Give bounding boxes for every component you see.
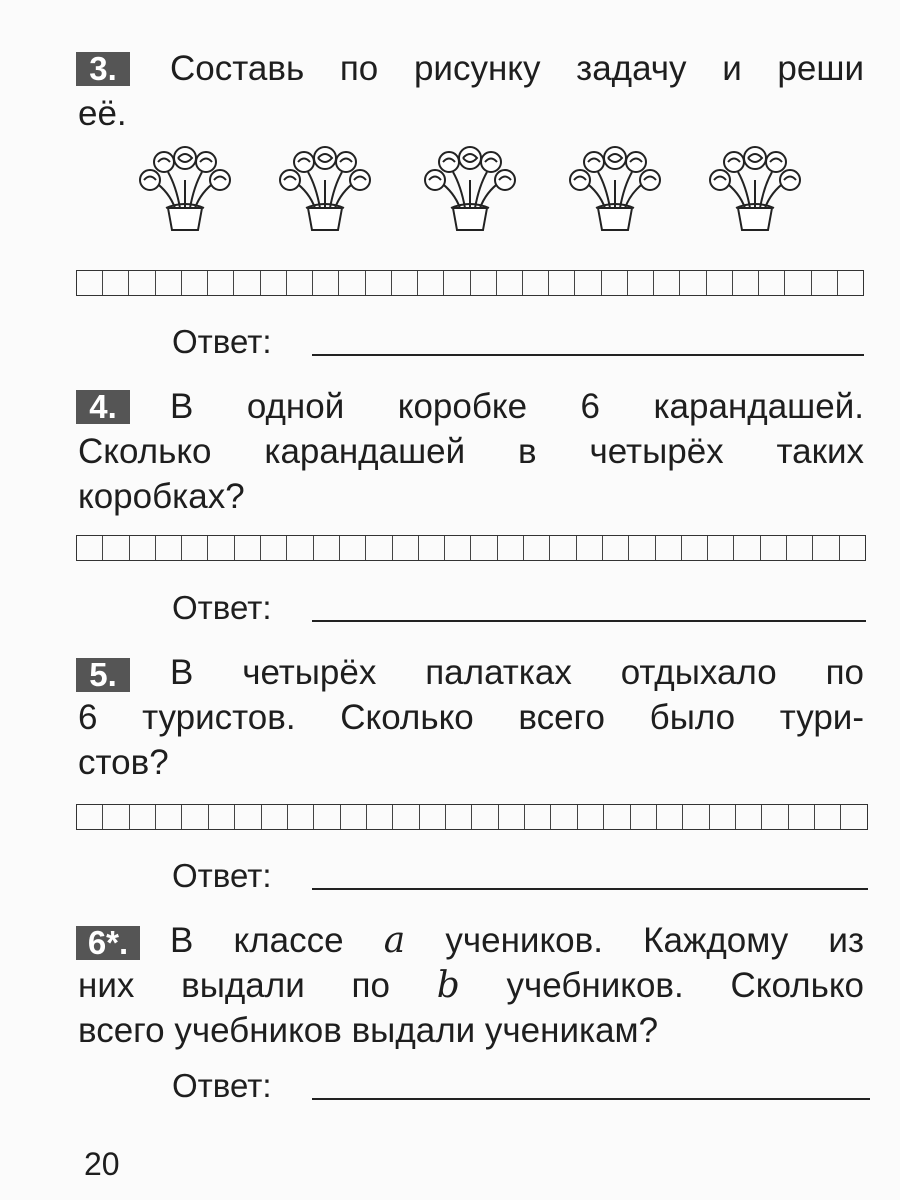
variable-a: a [383, 920, 406, 961]
flower-pot-icon [560, 136, 670, 236]
grid-cell[interactable] [762, 805, 788, 829]
grid-cell[interactable] [736, 805, 762, 829]
grid-cell[interactable] [841, 805, 866, 829]
grid-cell[interactable] [287, 271, 313, 295]
grid-cell[interactable] [234, 271, 260, 295]
task-line-part: В классе [170, 921, 344, 960]
grid-cell[interactable] [129, 271, 155, 295]
grid-cell[interactable] [340, 536, 366, 560]
grid-cell[interactable] [497, 271, 523, 295]
grid-cell[interactable] [77, 805, 103, 829]
grid-cell[interactable] [392, 271, 418, 295]
grid-cell[interactable] [77, 271, 103, 295]
grid-cell[interactable] [77, 536, 103, 560]
grid-cell[interactable] [103, 805, 129, 829]
grid-cell[interactable] [710, 805, 736, 829]
grid-cell[interactable] [393, 536, 419, 560]
task-line: стов? [78, 743, 169, 782]
grid-cell[interactable] [812, 271, 838, 295]
grid-cell[interactable] [578, 805, 604, 829]
grid-cell[interactable] [840, 536, 865, 560]
grid-cell[interactable] [103, 536, 129, 560]
grid-cell[interactable] [550, 536, 576, 560]
grid-cell[interactable] [419, 536, 445, 560]
grid-cell[interactable] [499, 805, 525, 829]
grid-cell[interactable] [657, 805, 683, 829]
grid-cell[interactable] [472, 805, 498, 829]
grid-cell[interactable] [366, 271, 392, 295]
grid-cell[interactable] [551, 805, 577, 829]
task-line: В одной коробке 6 карандашей. [170, 387, 864, 426]
grid-cell[interactable] [341, 805, 367, 829]
grid-cell[interactable] [156, 805, 182, 829]
flower-pot-icon [415, 136, 525, 236]
grid-cell[interactable] [103, 271, 129, 295]
grid-cell[interactable] [418, 271, 444, 295]
grid-cell[interactable] [603, 536, 629, 560]
task-line: 6 туристов. Сколько всего было тури- [78, 698, 864, 737]
grid-cell[interactable] [444, 271, 470, 295]
answer-label: Ответ: [172, 1067, 272, 1104]
grid-cell[interactable] [787, 536, 813, 560]
flower-pot-icon [270, 136, 380, 236]
grid-cell[interactable] [683, 805, 709, 829]
grid-cell[interactable] [708, 536, 734, 560]
grid-cell[interactable] [261, 271, 287, 295]
grid-cell[interactable] [130, 805, 156, 829]
task-line: её. [78, 94, 127, 133]
grid-cell[interactable] [130, 536, 156, 560]
grid-cell[interactable] [575, 271, 601, 295]
grid-cell[interactable] [420, 805, 446, 829]
grid-cell[interactable] [656, 536, 682, 560]
grid-cell[interactable] [733, 271, 759, 295]
grid-cell[interactable] [549, 271, 575, 295]
grid-cell[interactable] [262, 805, 288, 829]
grid-cell[interactable] [761, 536, 787, 560]
grid-cell[interactable] [734, 536, 760, 560]
task-line: В четырёх палатках отдыхало по [170, 653, 864, 692]
answer-field[interactable] [172, 322, 864, 362]
grid-cell[interactable] [261, 536, 287, 560]
task-text [78, 384, 864, 519]
grid-cell[interactable] [182, 271, 208, 295]
grid-cell[interactable] [680, 271, 706, 295]
page-number: 20 [84, 1146, 120, 1182]
task-number-badge: 3. [76, 52, 130, 86]
grid-cell[interactable] [209, 805, 235, 829]
grid-cell[interactable] [208, 271, 234, 295]
grid-cell[interactable] [654, 271, 680, 295]
answer-field[interactable] [172, 1066, 870, 1106]
grid-cell[interactable] [815, 805, 841, 829]
task-line [78, 963, 864, 1008]
grid-cell[interactable] [393, 805, 419, 829]
grid-cell[interactable] [471, 536, 497, 560]
grid-cell[interactable] [156, 536, 182, 560]
grid-cell[interactable] [367, 805, 393, 829]
grid-cell[interactable] [182, 805, 208, 829]
grid-cell[interactable] [577, 536, 603, 560]
grid-cell[interactable] [314, 805, 340, 829]
task-text [78, 650, 864, 785]
flower-pots-illustration [120, 136, 760, 236]
variable-b: b [436, 965, 460, 1006]
task-number-badge: 6*. [76, 926, 140, 960]
grid-cell[interactable] [208, 536, 234, 560]
task-number-badge: 5. [76, 658, 130, 692]
grid-cell[interactable] [182, 536, 208, 560]
grid-cell[interactable] [235, 805, 261, 829]
answer-line[interactable] [312, 620, 866, 622]
grid-cell[interactable] [602, 271, 628, 295]
grid-cell[interactable] [445, 536, 471, 560]
grid-cell[interactable] [707, 271, 733, 295]
writing-grid[interactable] [76, 535, 866, 561]
grid-cell[interactable] [629, 536, 655, 560]
task-line-part: учебников. Сколько [506, 966, 865, 1005]
grid-cell[interactable] [471, 271, 497, 295]
task-line: коробках? [78, 477, 245, 516]
grid-cell[interactable] [314, 536, 340, 560]
grid-cell[interactable] [235, 536, 261, 560]
answer-field[interactable] [172, 588, 866, 628]
task-line-part: них выдали по [78, 966, 390, 1005]
writing-grid[interactable] [76, 804, 868, 830]
task-number-badge: 4. [76, 390, 130, 424]
grid-cell[interactable] [759, 271, 785, 295]
grid-cell[interactable] [156, 271, 182, 295]
grid-cell[interactable] [498, 536, 524, 560]
grid-cell[interactable] [524, 536, 550, 560]
task-line: Составь по рисунку задачу и реши [170, 49, 864, 88]
grid-cell[interactable] [339, 271, 365, 295]
writing-grid[interactable] [76, 270, 864, 296]
grid-cell[interactable] [366, 536, 392, 560]
answer-line[interactable] [312, 888, 868, 890]
grid-cell[interactable] [604, 805, 630, 829]
task-line [78, 918, 864, 963]
grid-cell[interactable] [789, 805, 815, 829]
grid-cell[interactable] [813, 536, 839, 560]
task-line-part: учеников. Каждому из [445, 921, 864, 960]
grid-cell[interactable] [288, 805, 314, 829]
grid-cell[interactable] [287, 536, 313, 560]
task-line: Сколько карандашей в четырёх таких [78, 432, 864, 471]
answer-line[interactable] [312, 1098, 870, 1100]
grid-cell[interactable] [446, 805, 472, 829]
grid-cell[interactable] [631, 805, 657, 829]
answer-field[interactable] [172, 856, 868, 896]
grid-cell[interactable] [313, 271, 339, 295]
task-line: всего учебников выдали ученикам? [78, 1011, 659, 1050]
flower-pot-icon [700, 136, 810, 236]
grid-cell[interactable] [785, 271, 811, 295]
answer-line[interactable] [312, 354, 864, 356]
answer-label: Ответ: [172, 857, 272, 894]
answer-label: Ответ: [172, 589, 272, 626]
grid-cell[interactable] [525, 805, 551, 829]
grid-cell[interactable] [523, 271, 549, 295]
grid-cell[interactable] [682, 536, 708, 560]
answer-label: Ответ: [172, 323, 272, 360]
grid-cell[interactable] [838, 271, 863, 295]
task-text [78, 918, 864, 1053]
task-text [78, 46, 864, 136]
flower-pot-icon [130, 136, 240, 236]
grid-cell[interactable] [628, 271, 654, 295]
